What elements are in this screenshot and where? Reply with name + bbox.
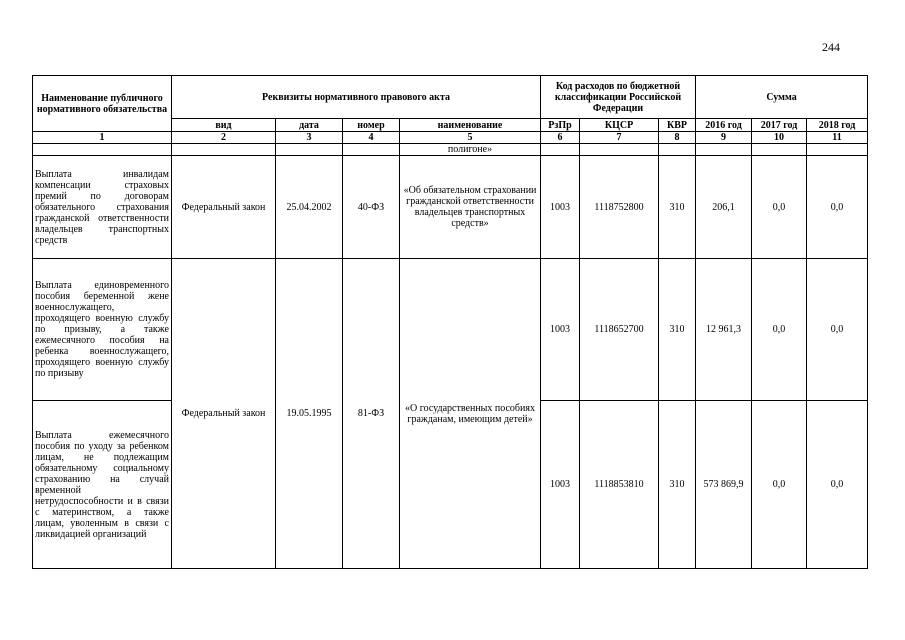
- header-name: наименование: [400, 119, 541, 132]
- kcsr-code: 1118752800: [580, 156, 659, 259]
- sum-2017: 0,0: [752, 259, 807, 401]
- continuation-row: [33, 144, 868, 156]
- header-budget-code: Код расходов по бюджетной классификации Российской Федерации: [541, 76, 696, 119]
- header-obligation-name: Наименование публичного нормативного обязательства: [33, 76, 172, 132]
- act-type: Федеральный закон: [172, 259, 276, 569]
- kcsr-code: 1118652700: [580, 259, 659, 401]
- column-number: 1: [33, 132, 172, 144]
- act-date: 25.04.2002: [276, 156, 343, 259]
- sum-2017: 0,0: [752, 401, 807, 569]
- header-2017: 2017 год: [752, 119, 807, 132]
- rzpr-code: 1003: [541, 401, 580, 569]
- header-type: вид: [172, 119, 276, 132]
- sum-2017: 0,0: [752, 156, 807, 259]
- sum-2016: 12 961,3: [696, 259, 752, 401]
- column-number: 6: [541, 132, 580, 144]
- act-type: Федеральный закон: [172, 156, 276, 259]
- header-kcsr: КЦСР: [580, 119, 659, 132]
- rzpr-code: 1003: [541, 156, 580, 259]
- act-name: «Об обязательном страховании гражданской ответственности владельцев транспортных средств»: [400, 156, 541, 259]
- column-number: 8: [659, 132, 696, 144]
- kcsr-code: 1118853810: [580, 401, 659, 569]
- header-act-requisites: Реквизиты нормативного правового акта: [172, 76, 541, 119]
- sum-2016: 206,1: [696, 156, 752, 259]
- rzpr-code: 1003: [541, 259, 580, 401]
- header-2018: 2018 год: [807, 119, 868, 132]
- continuation-act-name: полигоне»: [400, 144, 541, 156]
- header-date: дата: [276, 119, 343, 132]
- column-number: 9: [696, 132, 752, 144]
- sum-2018: 0,0: [807, 401, 868, 569]
- header-number: номер: [343, 119, 400, 132]
- column-number: 5: [400, 132, 541, 144]
- header-sum: Сумма: [696, 76, 868, 119]
- page-number: 244: [822, 40, 840, 54]
- header-row-main: [33, 76, 868, 119]
- obligation-name: Выплата единовременного пособия беременной жене военнослужащего, проходящего военную службу по призыву, а также ежемесячного пособия на ребенка военнослужащего, проходящего военную службу по призыву: [33, 259, 172, 401]
- table-row: [33, 259, 868, 401]
- act-number: 40-ФЗ: [343, 156, 400, 259]
- column-number: 7: [580, 132, 659, 144]
- header-2016: 2016 год: [696, 119, 752, 132]
- obligation-name: Выплата ежемесячного пособия по уходу за ребенком лицам, не подлежащим обязательному социальному страхованию на случай временной нетрудоспособности и в связи с материнством, а также лицам, уволенным в связи с ликвидацией организаций: [33, 401, 172, 569]
- sum-2018: 0,0: [807, 156, 868, 259]
- budget-obligations-table: [32, 75, 868, 569]
- act-name: «О государственных пособиях гражданам, имеющим детей»: [400, 259, 541, 569]
- sum-2016: 573 869,9: [696, 401, 752, 569]
- column-number: 10: [752, 132, 807, 144]
- act-date: 19.05.1995: [276, 259, 343, 569]
- kvr-code: 310: [659, 259, 696, 401]
- column-number: 11: [807, 132, 868, 144]
- column-number: 3: [276, 132, 343, 144]
- act-number: 81-ФЗ: [343, 259, 400, 569]
- obligation-name: Выплата инвалидам компенсации страховых премий по договорам обязательного страхования гражданской ответственности владельцев транспортных средств: [33, 156, 172, 259]
- column-number: 4: [343, 132, 400, 144]
- column-number: 2: [172, 132, 276, 144]
- header-kvr: КВР: [659, 119, 696, 132]
- header-rzpr: РзПр: [541, 119, 580, 132]
- column-number-row: [33, 132, 868, 144]
- table-row: [33, 156, 868, 259]
- kvr-code: 310: [659, 156, 696, 259]
- sum-2018: 0,0: [807, 259, 868, 401]
- kvr-code: 310: [659, 401, 696, 569]
